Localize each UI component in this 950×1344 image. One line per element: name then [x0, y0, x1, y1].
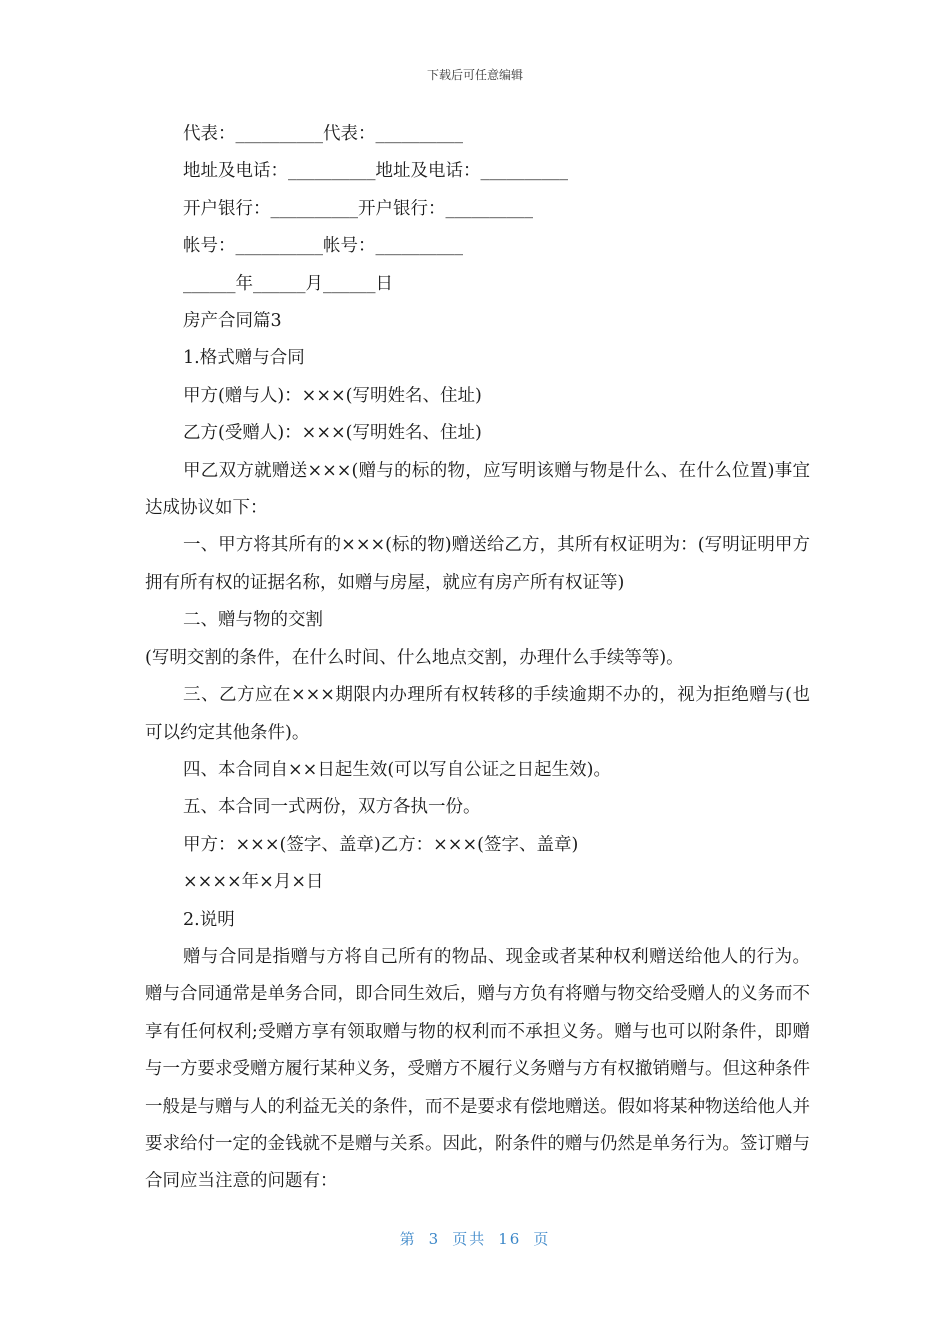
clause-1: 一、甲方将其所有的×××(标的物)赠送给乙方，其所有权证明为：(写明证明甲方拥有所有权的证据名称，如赠与房屋，就应有房产所有权证等) — [145, 535, 810, 593]
footer-total-pages: 16 — [498, 1230, 522, 1248]
clause-4: 四、本合同自××日起生效(可以写自公证之日起生效)。 — [183, 759, 611, 780]
rep-line: 代表：__________代表：__________ — [183, 124, 463, 144]
clause-2-title: 二、赠与物的交割 — [183, 610, 323, 631]
explanation-title: 2.说明 — [183, 909, 235, 930]
clause-2-detail: (写明交割的条件，在什么时间、什么地点交割，办理什么手续等等)。 — [145, 647, 684, 668]
agreement-intro: 甲乙双方就赠送×××(赠与的标的物，应写明该赠与物是什么、在什么位置)事宜达成协议如下： — [145, 460, 810, 519]
footer-page-number: 3 — [428, 1230, 441, 1248]
account-line: 帐号：__________帐号：__________ — [183, 236, 463, 257]
subsection-title: 1.格式赠与合同 — [183, 348, 305, 369]
clause-5: 五、本合同一式两份，双方各执一份。 — [183, 797, 481, 818]
footer-page-mid: 页共 — [452, 1230, 487, 1248]
document-body — [145, 116, 810, 1201]
signature-date: ××××年×月×日 — [183, 872, 324, 893]
signature-line: 甲方：×××(签字、盖章)乙方：×××(签字、盖章) — [183, 834, 579, 855]
bank-line: 开户银行：__________开户银行：__________ — [183, 198, 533, 219]
date-line: ______年______月______日 — [183, 273, 393, 294]
party-a-line: 甲方(赠与人)：×××(写明姓名、住址) — [183, 385, 482, 406]
page-footer — [0, 1228, 950, 1249]
footer-page-label: 第 — [399, 1230, 417, 1248]
address-phone-line: 地址及电话：__________地址及电话：__________ — [183, 161, 568, 182]
party-b-line: 乙方(受赠人)：×××(写明姓名、住址) — [183, 423, 482, 444]
page-header: 下载后可任意编辑 — [426, 68, 523, 82]
clause-3: 三、乙方应在×××期限内办理所有权转移的手续逾期不办的，视为拒绝赠与(也可以约定其他条件)。 — [145, 685, 810, 743]
section-title: 房产合同篇3 — [183, 311, 282, 332]
footer-page-end: 页 — [533, 1230, 551, 1248]
explanation-text: 赠与合同是指赠与方将自己所有的物品、现金或者某种权利赠送给他人的行为。赠与合同通常是单务合同，即合同生效后，赠与方负有将赠与物交给受赠人的义务而不享有任何权利;受赠方享有领取赠与物的权利而不承担义务。赠与也可以附条件，即赠与一方要求受赠方履行某种义务，受赠方不履行义务赠与方有权撤销赠与。但这种条件一般是与赠与人的利益无关的条件，而不是要求有偿地赠送。假如将某种物送给他人并要求给付一定的金钱就不是赠与关系。因此，附条件的赠与仍然是单务行为。签订赠与合同应当注意的问题有： — [145, 946, 810, 1192]
